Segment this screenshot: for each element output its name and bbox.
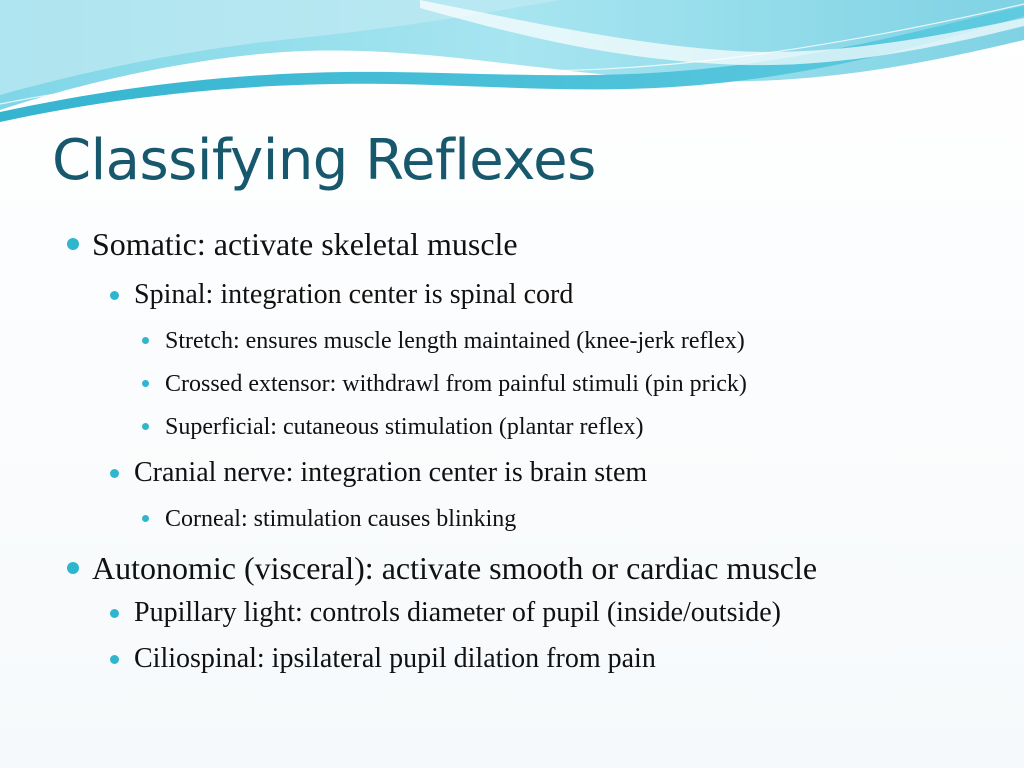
bullet-dot-icon (142, 337, 149, 344)
bullet-dot-icon (142, 380, 149, 387)
bullet-text: Somatic: activate skeletal muscle (92, 226, 518, 262)
bullet-text: Superficial: cutaneous stimulation (plantar reflex) (165, 414, 644, 440)
bullet-text: Crossed extensor: withdrawl from painful stimuli (pin prick) (165, 371, 747, 397)
bullet-dot-icon (142, 515, 149, 522)
bullet-text: Cranial nerve: integration center is brain stem (134, 457, 648, 488)
bullet-text: Pupillary light: controls diameter of pupil (inside/outside) (134, 597, 782, 628)
bullet-text: Stretch: ensures muscle length maintained (knee-jerk reflex) (165, 328, 745, 354)
bullet-text: Ciliospinal: ipsilateral pupil dilation from pain (134, 643, 656, 674)
bullet-dot-icon (110, 291, 119, 300)
bullet-dot-icon (110, 609, 119, 618)
bullet-text: Corneal: stimulation causes blinking (165, 506, 517, 532)
bullet-text: Spinal: integration center is spinal cord (134, 279, 574, 310)
bullet-text: Autonomic (visceral): activate smooth or cardiac muscle (92, 550, 818, 586)
bullet-dot-icon (67, 562, 79, 574)
bullet-dot-icon (110, 469, 119, 478)
bullet-dot-icon (142, 423, 149, 430)
slide-title: Classifying Reflexes (52, 128, 596, 193)
bullet-dot-icon (67, 238, 79, 250)
bullet-dot-icon (110, 655, 119, 664)
